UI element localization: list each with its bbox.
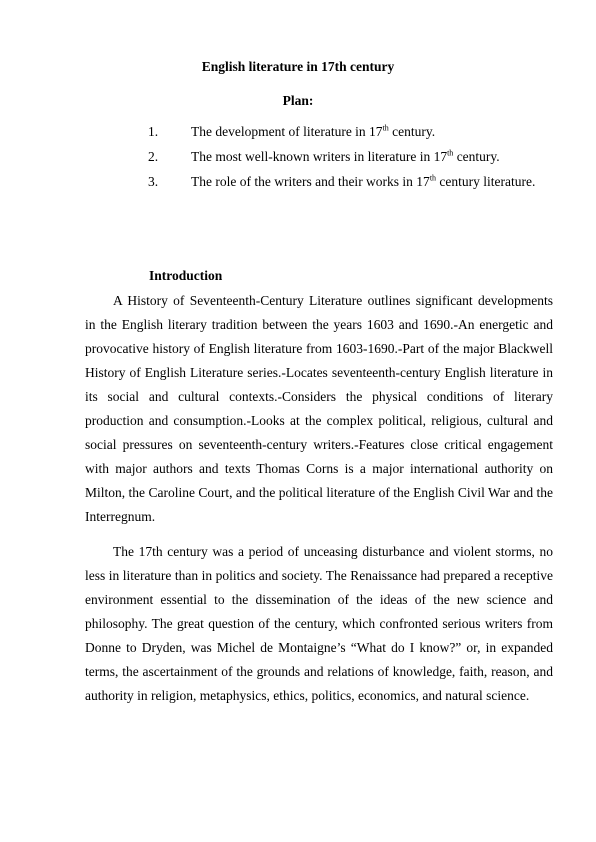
plan-heading: Plan: bbox=[282, 93, 314, 108]
plan-item-2 bbox=[0, 148, 596, 173]
document-title: English literature in 17th century bbox=[201, 59, 395, 74]
plan-item-number: 3. bbox=[148, 174, 159, 189]
plan-item-1 bbox=[0, 123, 596, 148]
plan-item-text: The development of literature in 17th century. bbox=[191, 123, 436, 139]
introduction-heading: Introduction bbox=[149, 268, 223, 283]
introduction-paragraph-1: A History of Seventeenth-Century Literature outlines significant developments in the English literary tradition between the years 1603 and 1690.-An energetic and provocative history of English literature from 1603-1690.-Part of the major Blackwell History of English Literature series.-Locates seventeenth-century English literature in its social and cultural contexts.-Considers the physical conditions of literary production and consumption.-Looks at the complex political, religious, cultural and social pressures on seventeenth-century writers.-Features close critical engagement with major authors and texts Thomas Corns is a major international authority on Milton, the Caroline Court, and the political literature of the English Civil War and the Interregnum. bbox=[85, 293, 553, 524]
plan-item-number: 2. bbox=[148, 149, 159, 164]
plan-list bbox=[0, 123, 596, 198]
plan-item-number: 1. bbox=[148, 124, 159, 139]
plan-item-text: The most well-known writers in literature in 17th century. bbox=[191, 148, 500, 164]
plan-item-3 bbox=[0, 173, 596, 198]
plan-item-text: The role of the writers and their works in 17th century literature. bbox=[191, 173, 536, 189]
introduction-paragraph-2: The 17th century was a period of unceasing disturbance and violent storms, no less in literature than in politics and society. The Renaissance had prepared a receptive environment essential to the dissemination of the ideas of the new science and philosophy. The great question of the century, which confronted serious writers from Donne to Dryden, was Michel de Montaigne’s “What do I know?” or, in expanded terms, the ascertainment of the grounds and relations of knowledge, faith, reason, and authority in religion, metaphysics, ethics, politics, economics, and natural science. bbox=[85, 544, 553, 703]
